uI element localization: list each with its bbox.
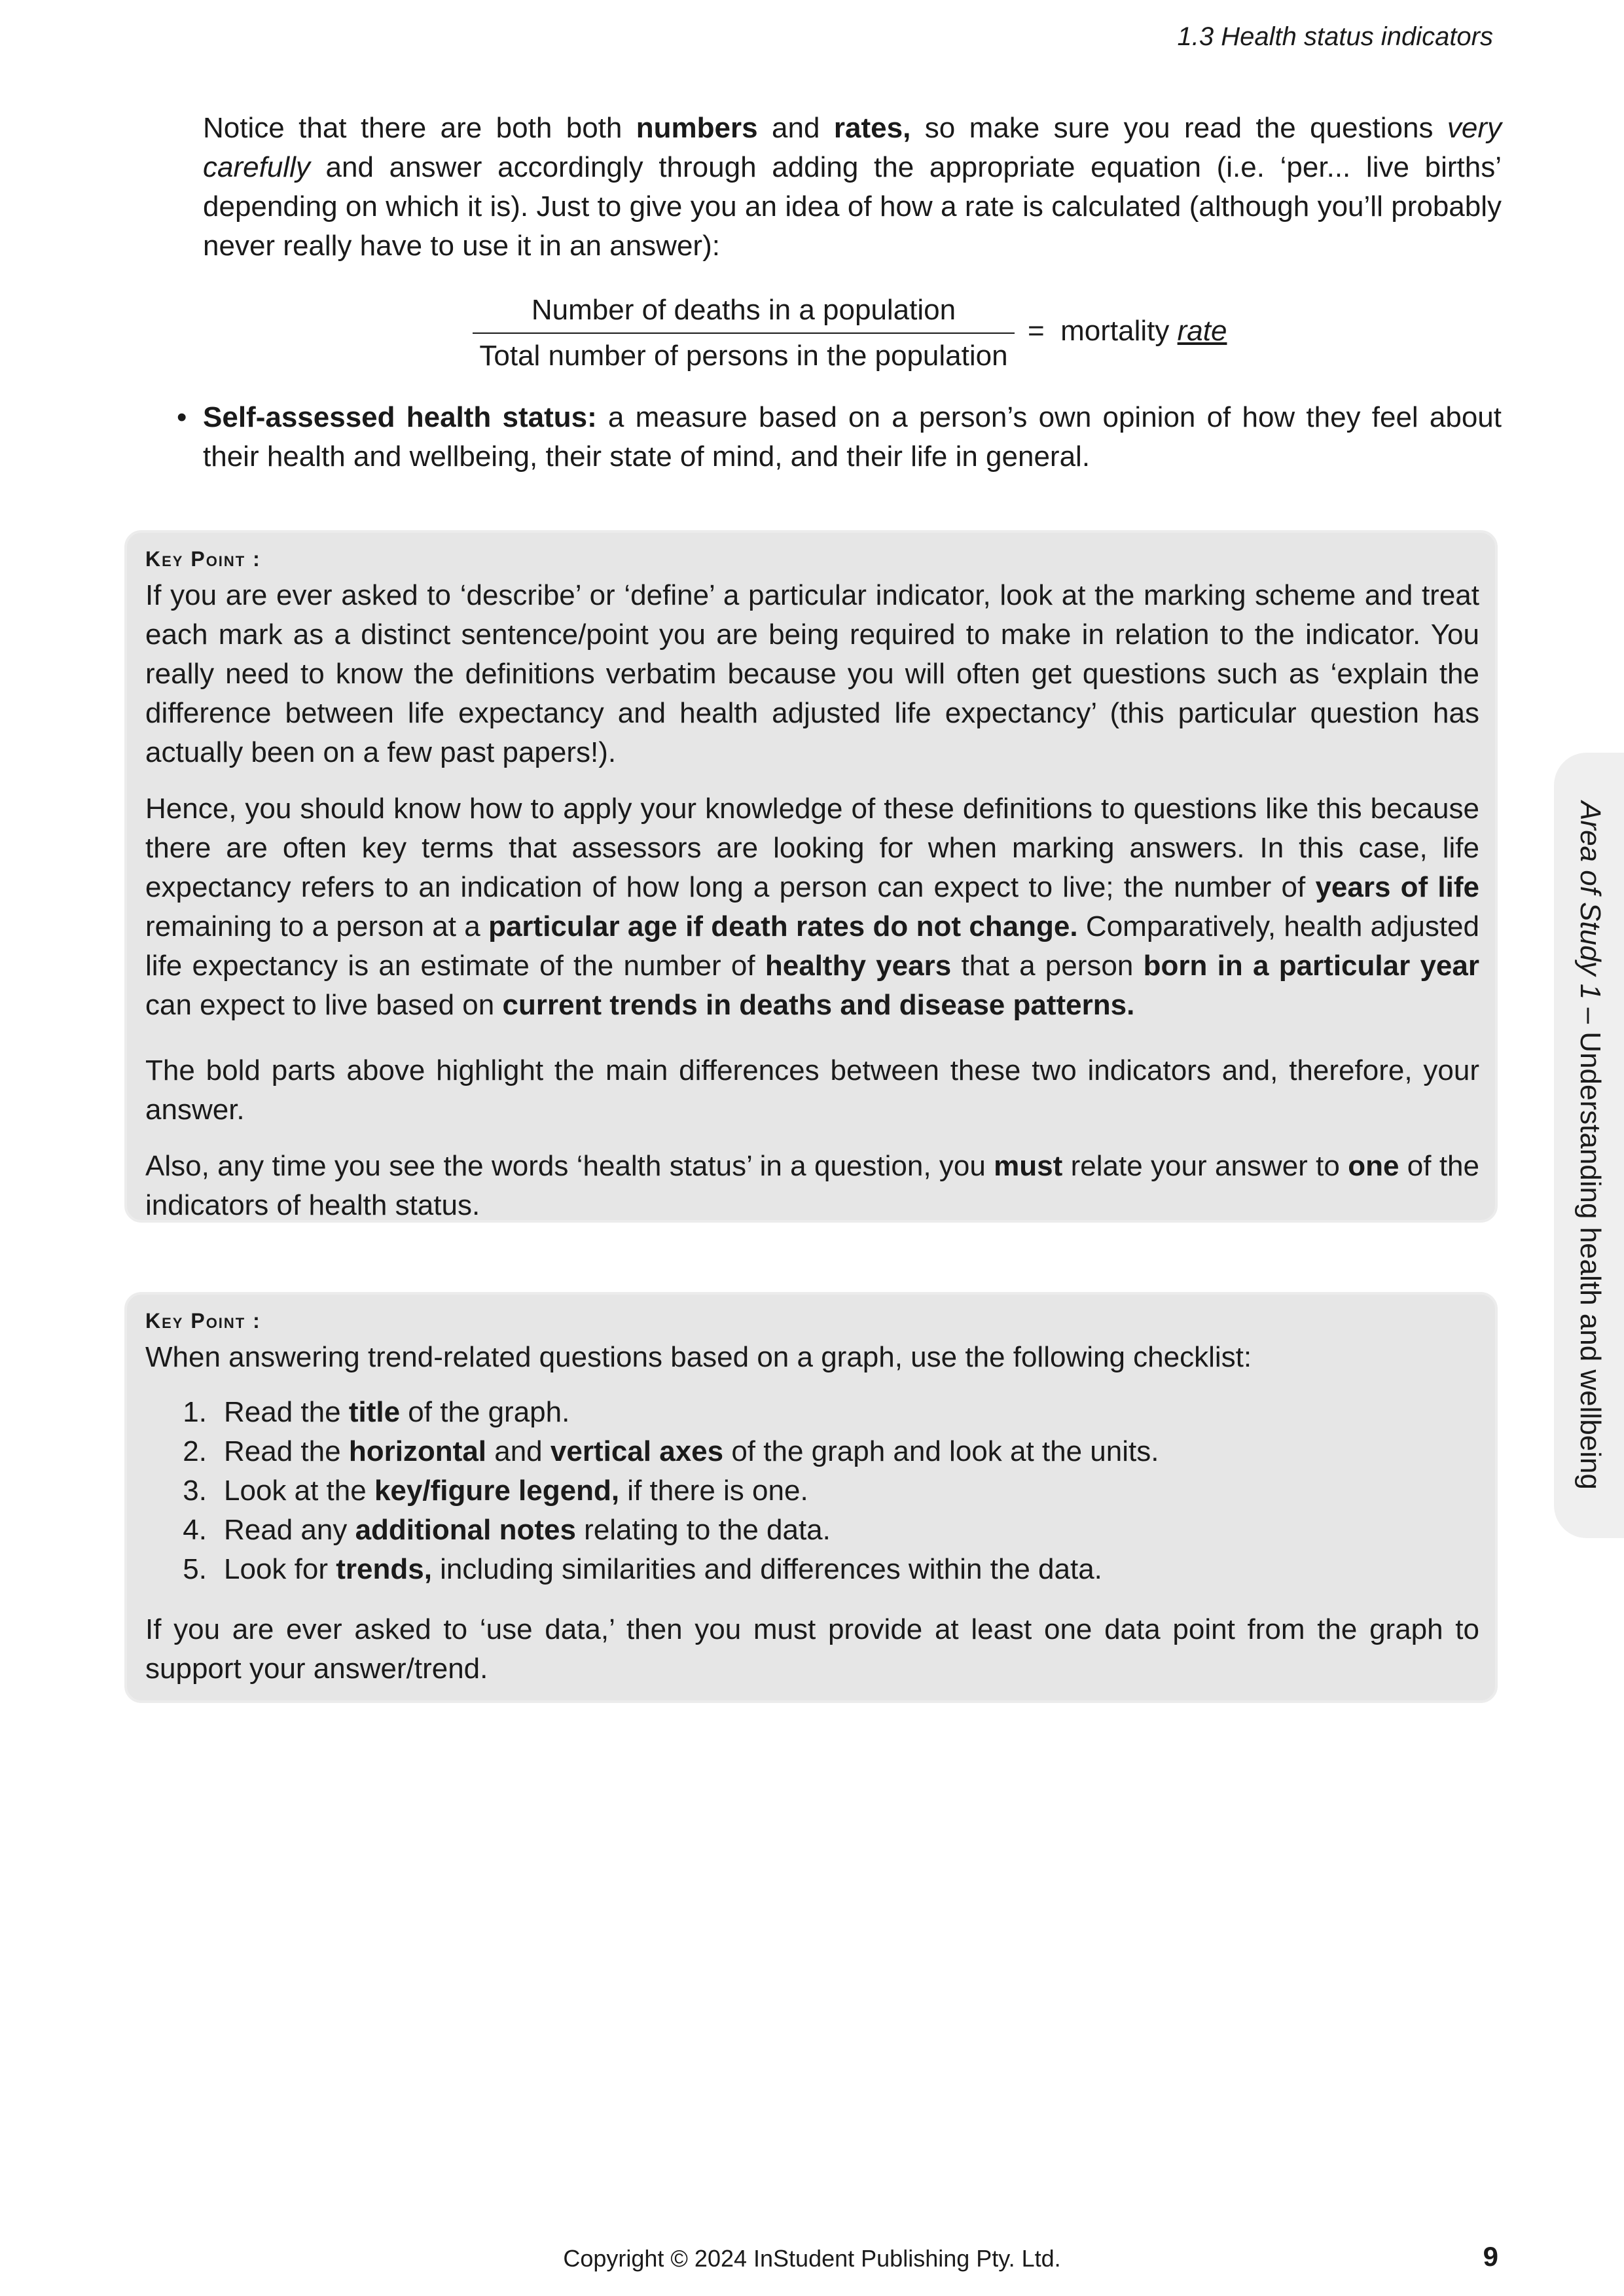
- kp1-p2-text-1: Hence, you should know how to apply your knowledge of these definitions to questions like this because there are often key terms that assessors are looking for when marking answers. In this case, life expectancy refers to an indication of how long a person can expect to live; the number of: [145, 793, 1479, 903]
- key-point-label: Key Point :: [145, 1309, 261, 1333]
- checklist-item: [224, 1471, 808, 1511]
- checklist-item-bold: trends,: [336, 1553, 432, 1585]
- checklist-item-text: Look at the: [224, 1475, 374, 1507]
- checklist-number: 5.: [183, 1553, 207, 1585]
- side-tab-dash: –: [1574, 999, 1606, 1032]
- checklist-item-text: Read the: [224, 1435, 349, 1467]
- checklist-item: [224, 1432, 1159, 1471]
- checklist-item-text: if there is one.: [619, 1475, 808, 1507]
- side-tab-title: Understanding health and wellbeing: [1574, 1031, 1606, 1490]
- checklist-intro: When answering trend-related questions based on a graph, use the following checklist:: [145, 1341, 1252, 1373]
- kp1-p2-bold-2: particular age if death rates do not change.: [488, 910, 1078, 942]
- checklist-item-bold: vertical axes: [550, 1435, 724, 1467]
- checklist-item-bold: additional notes: [355, 1514, 576, 1546]
- key-point-paragraph-1: If you are ever asked to ‘describe’ or ‘define’ a particular indicator, look at the marking scheme and treat each mark as a distinct sentence/point you are being required to make in relation to the indicator. You really need to know the definitions verbatim because you will often get questions such as ‘explain the difference between life expectancy and health adjusted life expectancy’ (this particular question has actually been on a few past papers!).: [145, 579, 1479, 768]
- kp1-p4-text-1: Also, any time you see the words ‘health status’ in a question, you: [145, 1150, 994, 1182]
- checklist-item-bold: title: [348, 1396, 401, 1428]
- kp1-p4-text-2: relate your answer to: [1062, 1150, 1348, 1182]
- key-point-box-definitions: [124, 530, 1498, 1223]
- self-assessed-health-bullet: [203, 398, 1502, 476]
- kp1-p2-text-5: can expect to live based on: [145, 989, 503, 1021]
- kp1-p2-text-3: Comparatively, health adjusted life expectancy is an estimate of the number of: [145, 910, 1479, 982]
- checklist-item-text: Read any: [224, 1514, 355, 1546]
- checklist-closing: If you are ever asked to ‘use data,’ then you must provide at least one data point from the graph to support your answer/trend.: [145, 1613, 1479, 1685]
- kp1-p2-bold-3: healthy years: [765, 950, 952, 982]
- intro-paragraph: [203, 109, 1502, 266]
- checklist-number: 4.: [183, 1514, 207, 1546]
- bullet-text: a measure based on a person’s own opinion of how they feel about their health and wellbeing, their state of mind, and their life in general.: [203, 401, 1502, 473]
- running-header-title: 1.3 Health status indicators: [1177, 22, 1493, 51]
- checklist-item-text: Read the: [224, 1396, 349, 1428]
- checklist-item: [224, 1550, 1102, 1589]
- kp1-p2-text-2: remaining to a person at a: [145, 910, 489, 942]
- bullet-term: Self-assessed health status:: [203, 401, 597, 433]
- key-point-paragraph-3: The bold parts above highlight the main differences between these two indicators and, therefore, your answer.: [145, 1054, 1479, 1126]
- checklist-item-text: of the graph and look at the units.: [723, 1435, 1159, 1467]
- checklist-number: 3.: [183, 1475, 207, 1507]
- checklist-item: [224, 1393, 569, 1432]
- checklist-item-text: and: [486, 1435, 550, 1467]
- intro-text-1: Notice that there are both both: [203, 112, 636, 144]
- checklist-item-text: including similarities and differences within the data.: [431, 1553, 1102, 1585]
- intro-bold-numbers: numbers: [636, 112, 758, 144]
- key-point-label: Key Point :: [145, 547, 261, 571]
- kp1-p2-bold-1: years of life: [1315, 871, 1479, 903]
- key-point-paragraph-2: [145, 789, 1479, 1025]
- intro-text-2: and: [757, 112, 834, 144]
- side-tab-label: [1574, 801, 1606, 1490]
- kp1-p2-bold-5: current trends in deaths and disease patterns.: [502, 989, 1135, 1021]
- checklist-number: 1.: [183, 1396, 207, 1428]
- mortality-rate-fraction: [473, 291, 1015, 376]
- kp1-p2-text-4: that a person: [951, 950, 1144, 982]
- page-number: 9: [1483, 2241, 1498, 2272]
- intro-text-3: so make sure you read the questions: [911, 112, 1447, 144]
- footer-copyright: Copyright © 2024 InStudent Publishing Pty. Ltd.: [563, 2245, 1061, 2272]
- key-point-paragraph-4: [145, 1147, 1479, 1225]
- kp1-p4-bold-one: one: [1348, 1150, 1399, 1182]
- kp1-p4-bold-must: must: [994, 1150, 1063, 1182]
- fraction-result: [1028, 312, 1227, 351]
- fraction-denominator: Total number of persons in the population: [479, 340, 1008, 372]
- checklist-item-bold: key/figure legend,: [374, 1475, 620, 1507]
- kp1-p4-text-3: of the indicators of health status.: [145, 1150, 1479, 1221]
- intro-text-4: and answer accordingly through adding the appropriate equation (i.e. ‘per... live births’ depending on which it is). Just to give you an idea of how a rate is calculated (although you’ll probably never really have to use it in an answer):: [203, 151, 1502, 262]
- side-section-tab: [1554, 753, 1624, 1538]
- checklist-item-text: Look for: [224, 1553, 336, 1585]
- kp1-p2-bold-4: born in a particular year: [1143, 950, 1480, 982]
- bullet-marker: •: [177, 401, 187, 433]
- intro-italic-very-carefully: very carefully: [203, 112, 1502, 183]
- checklist-item-text: relating to the data.: [575, 1514, 831, 1546]
- checklist-number: 2.: [183, 1435, 207, 1467]
- key-point-box-graph-checklist: [124, 1292, 1498, 1703]
- intro-bold-rates: rates,: [833, 112, 911, 144]
- checklist-item-text: of the graph.: [400, 1396, 570, 1428]
- side-tab-area: Area of Study 1: [1574, 801, 1606, 1000]
- checklist-item-bold: horizontal: [348, 1435, 487, 1467]
- result-prefix: mortality: [1060, 315, 1170, 347]
- equals-sign: =: [1028, 315, 1045, 347]
- result-rate: rate: [1177, 315, 1227, 347]
- fraction-numerator: Number of deaths in a population: [531, 294, 956, 326]
- checklist-item: [224, 1511, 831, 1550]
